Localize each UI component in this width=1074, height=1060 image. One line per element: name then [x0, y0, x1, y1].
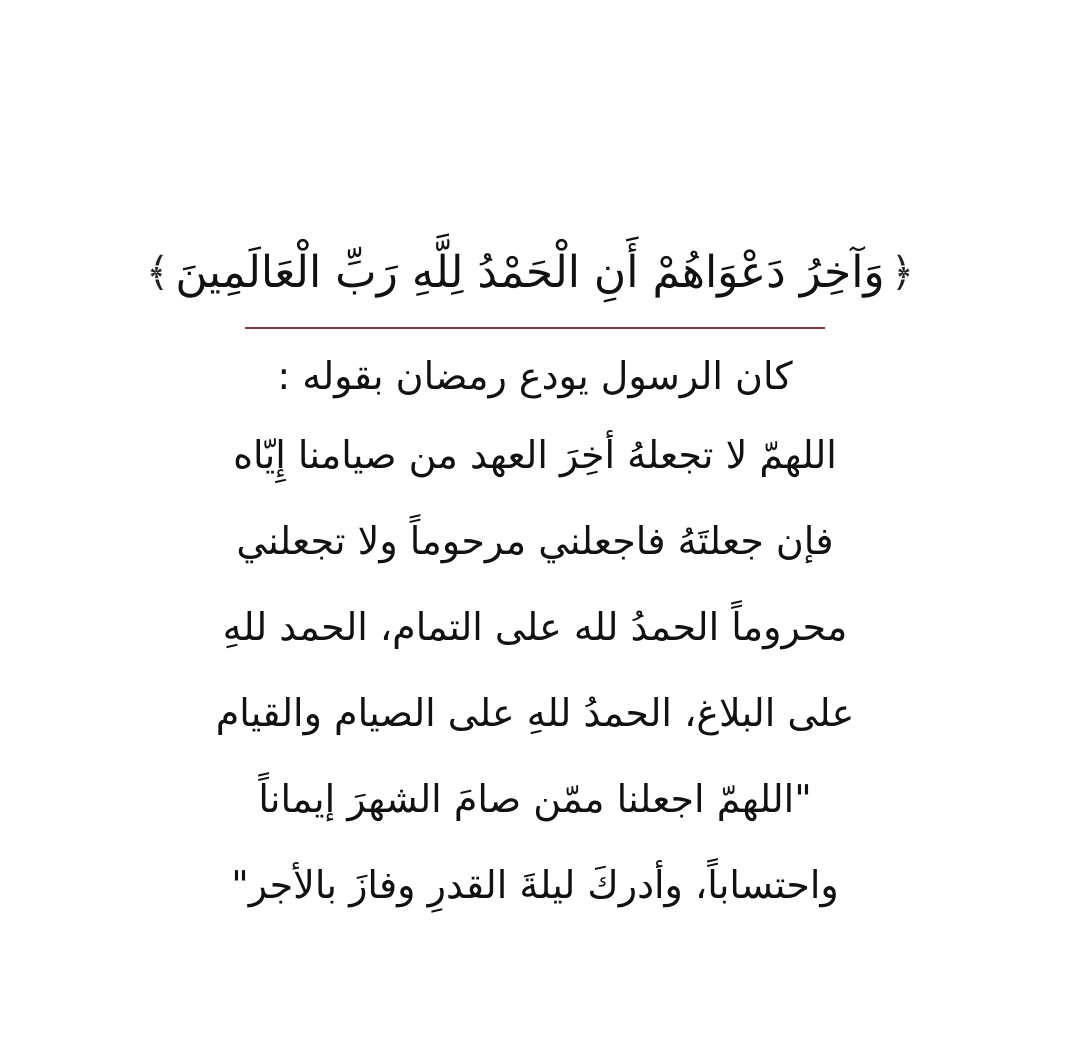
text-line-intro: كان الرسول يودع رمضان بقوله :	[277, 354, 793, 398]
verse-open-bracket: ﴿	[890, 250, 915, 296]
verse-text: وَآخِرُ دَعْوَاهُمْ أَنِ الْحَمْدُ لِلَّهِ رَبِّ الْعَالَمِينَ	[175, 247, 885, 298]
text-line: فإن جعلتَهُ فاجعلني مرحوماً ولا تجعلني	[236, 519, 834, 563]
text-line: واحتساباً، وأدركَ ليلةَ القدرِ وفازَ بالأجر"	[231, 863, 839, 907]
text-line: على البلاغ، الحمدُ للهِ على الصيام والقيام	[215, 691, 855, 735]
text-line: "اللهمّ اجعلنا ممّن صامَ الشهرَ إيماناً	[258, 777, 812, 821]
text-line: اللهمّ لا تجعلهُ أخِرَ العهد من صيامنا إِيّاه	[233, 433, 837, 477]
dua-text	[200, 340, 870, 928]
divider	[245, 327, 825, 329]
verse-close-bracket: ﴾	[145, 250, 170, 296]
text-line: محروماً الحمدُ لله على التمام، الحمد للهِ	[222, 605, 848, 649]
quran-verse	[145, 228, 915, 318]
